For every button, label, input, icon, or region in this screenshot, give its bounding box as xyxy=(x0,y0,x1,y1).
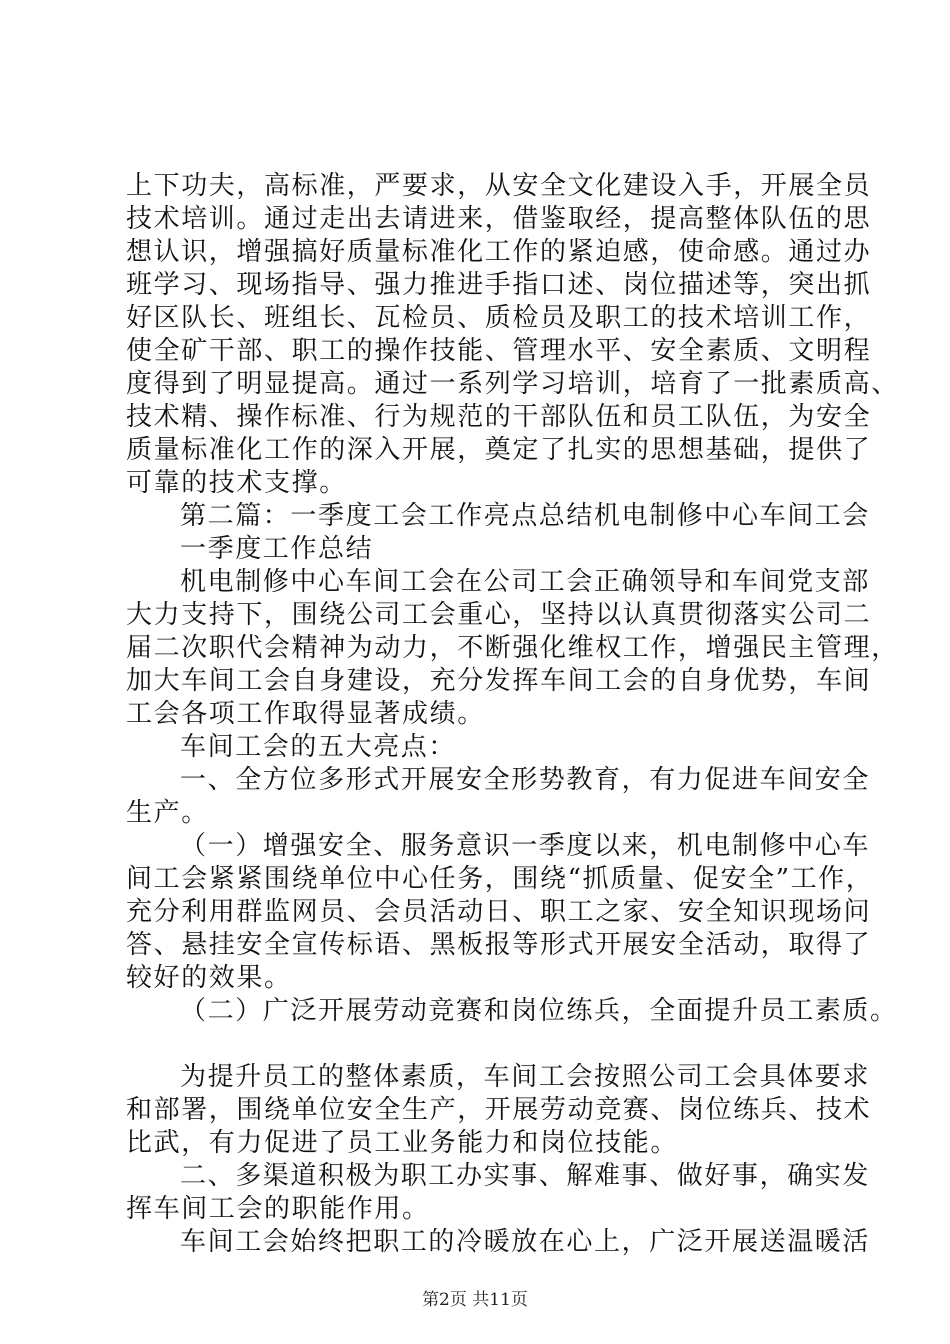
text-line: 机电制修中心车间工会在公司工会正确领导和车间党支部 xyxy=(180,567,871,597)
text-line: 车间工会始终把职工的冷暖放在心上，广泛开展送温暖活 xyxy=(180,1227,871,1257)
text-line: 想认识，增强搞好质量标准化工作的紧迫感，使命感。通过办 xyxy=(126,237,872,267)
section-heading: 第二篇：一季度工会工作亮点总结机电制修中心车间工会 xyxy=(180,501,871,531)
text-line: 比武，有力促进了员工业务能力和岗位技能。 xyxy=(126,1128,679,1158)
text-line: 质量标准化工作的深入开展，奠定了扎实的思想基础，提供了 xyxy=(126,435,872,465)
text-line: 充分利用群监网员、会员活动日、职工之家、安全知识现场问 xyxy=(126,897,872,927)
text-line: 答、悬挂安全宣传标语、黑板报等形式开展安全活动，取得了 xyxy=(126,930,872,960)
text-line: 工会各项工作取得显著成绩。 xyxy=(126,699,485,729)
text-line: 度得到了明显提高。通过一系列学习培训，培育了一批素质高、 xyxy=(126,369,899,399)
text-line: 上下功夫，高标准，严要求，从安全文化建设入手，开展全员 xyxy=(126,171,872,201)
text-line: （二）广泛开展劳动竞赛和岗位练兵，全面提升员工素质。 xyxy=(180,996,898,1026)
text-line: （一）增强安全、服务意识一季度以来，机电制修中心车 xyxy=(180,831,871,861)
text-line: 大力支持下，围绕公司工会重心，坚持以认真贯彻落实公司二 xyxy=(126,600,872,630)
text-line: 好区队长、班组长、瓦检员、质检员及职工的技术培训工作， xyxy=(126,303,872,333)
text-line: 可靠的技术支撑。 xyxy=(126,468,347,498)
text-line: 间工会紧紧围绕单位中心任务，围绕“抓质量、促安全”工作， xyxy=(126,864,874,894)
text-line: 二、多渠道积极为职工办实事、解难事、做好事，确实发 xyxy=(180,1161,871,1191)
text-line: 届二次职代会精神为动力，不断强化维权工作，增强民主管理， xyxy=(126,633,899,663)
section-heading: 一季度工作总结 xyxy=(180,534,374,564)
text-line: 一、全方位多形式开展安全形势教育，有力促进车间安全 xyxy=(180,765,871,795)
text-line: 生产。 xyxy=(126,798,209,828)
text-line: 技术培训。通过走出去请进来，借鉴取经，提高整体队伍的思 xyxy=(126,204,872,234)
text-line: 班学习、现场指导、强力推进手指口述、岗位描述等，突出抓 xyxy=(126,270,872,300)
text-line: 车间工会的五大亮点： xyxy=(180,732,457,762)
text-line: 技术精、操作标准、行为规范的干部队伍和员工队伍，为安全 xyxy=(126,402,872,432)
text-line: 加大车间工会自身建设，充分发挥车间工会的自身优势，车间 xyxy=(126,666,872,696)
text-line: 和部署，围绕单位安全生产，开展劳动竞赛、岗位练兵、技术 xyxy=(126,1095,872,1125)
text-line: 使全矿干部、职工的操作技能、管理水平、安全素质、文明程 xyxy=(126,336,872,366)
text-line: 为提升员工的整体素质，车间工会按照公司工会具体要求 xyxy=(180,1062,871,1092)
page-footer: 第2页 共11页 xyxy=(422,1290,528,1310)
text-line: 较好的效果。 xyxy=(126,963,292,993)
text-line: 挥车间工会的职能作用。 xyxy=(126,1194,430,1224)
